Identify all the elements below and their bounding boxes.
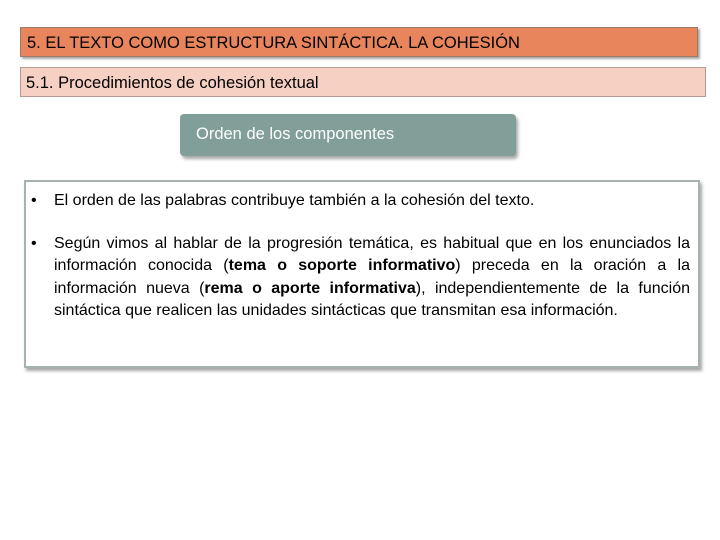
- bullet-item: [26, 233, 690, 323]
- section-label: Orden de los componentes: [180, 114, 516, 156]
- slide-title: 5. EL TEXTO COMO ESTRUCTURA SINTÁCTICA. LA COHESIÓN: [20, 27, 698, 57]
- bold-term: tema o soporte informativo: [228, 257, 456, 274]
- bullet-item: [26, 190, 690, 213]
- bullet-text: Según vimos al hablar de la progresión temática, es habitual que en los enunciados la información conocida (: [54, 234, 690, 274]
- bullet-text: ), independientemente de la función sintáctica que realicen las unidades sintácticas que transmitan esa información.: [54, 279, 690, 319]
- bullet-icon: •: [31, 192, 37, 209]
- bold-term: rema o aporte informativa: [204, 279, 416, 297]
- bullet-icon: •: [31, 234, 37, 252]
- bullet-text: El orden de las palabras contribuye también a la cohesión del texto.: [54, 192, 535, 209]
- bullet-list: [26, 190, 690, 323]
- slide-subtitle: 5.1. Procedimientos de cohesión textual: [20, 67, 706, 97]
- content-box: [24, 180, 700, 368]
- bullet-text: ) preceda en la oración a la información nueva (: [54, 257, 691, 297]
